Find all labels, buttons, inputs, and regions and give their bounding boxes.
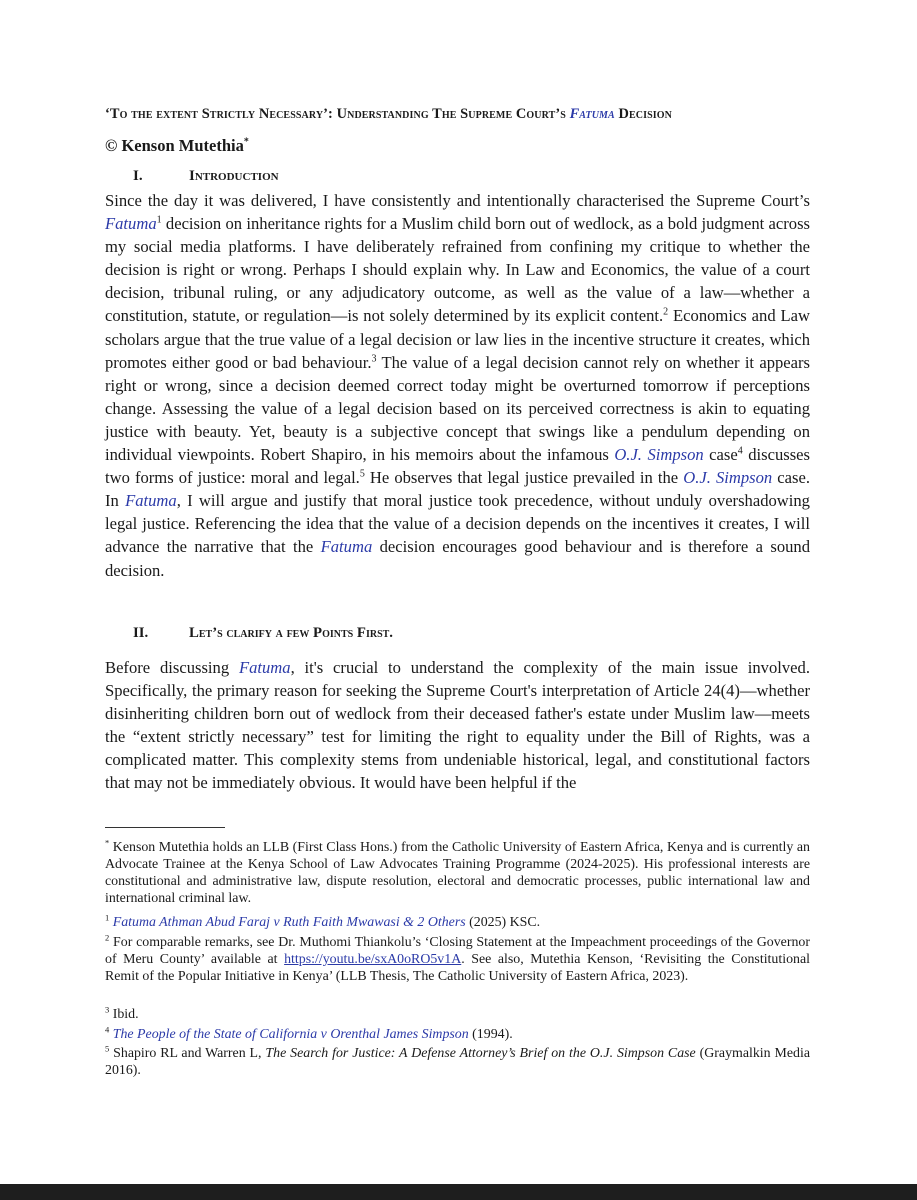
footnote-1 [105, 914, 810, 931]
text-run: , I will argue and justify that moral justice took precedence, without unduly overshadowing legal justice. Referencing the idea that the value of a decision depends on the incentives it creates, I will advance the narrative that the [105, 491, 810, 557]
footnote-mark: 4 [105, 1024, 110, 1035]
section-heading-introduction [133, 168, 279, 185]
footnote-ref-3[interactable]: 3 [371, 353, 377, 365]
fatuma-link[interactable]: Fatuma [105, 214, 157, 234]
footnote-text: Ibid. [109, 1007, 139, 1022]
footnote-text: (2025) KSC. [465, 915, 541, 930]
footnote-text: For comparable remarks, see Dr. Muthomi Thiankolu’s ‘Closing Statement at the Impeachment proceedings of the Governor of Meru County’ available at [105, 935, 810, 967]
section-heading-clarify [133, 625, 393, 642]
footnote-ref-2[interactable]: 2 [663, 306, 669, 318]
footnote-5 [105, 1045, 810, 1079]
footnote-text: (Graymalkin Media 2016). [105, 1046, 810, 1078]
bottom-bar [0, 1184, 917, 1200]
footnote-text: (1994). [468, 1027, 513, 1042]
text-run: , it's crucial to understand the complexity of the main issue involved. Specifically, the primary reason for seeking the Supreme Court's interpretation of Article 24(4)—whether disinheriting children born out of wedlock from their deceased father's estate under Muslim law—meets the “extent strictly necessary” test for limiting the right to equality under the Bill of Rights, was a complicated matter. This complexity stems from undeniable historical, legal, and constitutional factors that may not be immediately obvious. It would have been helpful if the [105, 658, 810, 793]
footnote-mark: 1 [105, 912, 110, 923]
section-title: Let’s clarify a few Points First. [189, 625, 393, 641]
text-run: case. In [105, 468, 810, 511]
author-footnote-mark[interactable]: * [243, 136, 249, 148]
text-run: discusses two forms of justice: moral and legal. [105, 445, 810, 488]
title-part1: ‘To the extent Strictly Necessary’: Understanding The Supreme Court’s [105, 106, 570, 122]
fatuma-link[interactable]: Fatuma [125, 491, 177, 511]
footnote-text: Kenson Mutethia holds an LLB (First Class Hons.) from the Catholic University of Eastern Africa, Kenya and is currently an Advocate Trainee at the Kenya School of Law Advocates Training Programme (2024-2025). His professional interests are constitutional and administrative law, dispute resolution, electoral and democratic processes, public international law and international criminal law. [105, 840, 810, 906]
article-title [105, 106, 810, 123]
section-number: II. [133, 625, 149, 641]
text-run: He observes that legal justice prevailed in the [364, 468, 684, 488]
footnote-mark: 5 [105, 1043, 110, 1054]
oj-simpson-link[interactable]: O.J. Simpson [683, 468, 773, 488]
author-name: © Kenson Mutethia [105, 136, 244, 155]
footnote-mark: * [105, 837, 110, 848]
footnote-separator [105, 827, 225, 828]
text-run: Economics and Law scholars argue that the true value of a legal decision or law lies in the incentive structure it creates, which promotes either good or bad behaviour. [105, 306, 810, 372]
book-title: The Search for Justice: A Defense Attorney’s Brief on the O.J. Simpson Case [265, 1046, 696, 1061]
footnote-text: . See also, Mutethia Kenson, ‘Revisiting the Constitutional Remit of the Popular Initiative in Kenya’ (LLB Thesis, The Catholic University of Eastern Africa, 2023). [105, 952, 810, 984]
title-part2: Decision [614, 106, 672, 122]
clarify-paragraph [105, 656, 810, 795]
text-run: The value of a legal decision cannot rely on whether it appears right or wrong, since a decision deemed correct today might be overturned tomorrow if perceptions change. Assessing the value of a legal decision based on its perceived correctness is akin to equating justice with beauty. Yet, beauty is a subjective concept that swings like a pendulum depending on individual viewpoints. Robert Shapiro, in his memoirs about the infamous [105, 352, 810, 465]
footnote-author [105, 839, 810, 907]
footnote-ref-4[interactable]: 4 [737, 445, 743, 457]
footnote-3 [105, 1006, 810, 1023]
footnote-mark: 2 [105, 932, 110, 943]
footnote-mark: 3 [105, 1004, 110, 1015]
section-number: I. [133, 168, 143, 184]
title-case-link[interactable]: Fatuma [569, 106, 615, 122]
section-title: Introduction [189, 168, 279, 184]
author-line [105, 136, 249, 156]
text-run: Before discussing [105, 658, 239, 677]
footnote-2 [105, 934, 810, 985]
text-run: decision encourages good behaviour and is therefore a sound decision. [105, 537, 811, 580]
text-run: case [703, 445, 738, 465]
oj-simpson-link[interactable]: O.J. Simpson [614, 445, 704, 465]
fatuma-link[interactable]: Fatuma [320, 537, 373, 557]
introduction-paragraph [105, 189, 810, 582]
text-run: Since the day it was delivered, I have consistently and intentionally characterised the Supreme Court’s [105, 191, 810, 210]
fatuma-link[interactable]: Fatuma [238, 658, 291, 677]
footnote-ref-5[interactable]: 5 [359, 468, 365, 480]
footnote-text: Shapiro RL and Warren L, [109, 1046, 266, 1061]
text-run: decision on inheritance rights for a Muslim child born out of wedlock, as a bold judgment across my social media platforms. I have deliberately refrained from confining my critique to whether the decision is right or wrong. Perhaps I should explain why. In Law and Economics, the value of a court decision, tribunal ruling, or any adjudicatory outcome, as well as the value of a law—whether a constitution, statute, or regulation—is not solely determined by its explicit content. [105, 214, 810, 326]
footnote-ref-1[interactable]: 1 [156, 214, 162, 226]
fatuma-case-link[interactable]: Fatuma Athman Abud Faraj v Ruth Faith Mwawasi & 2 Others [112, 915, 466, 930]
youtube-link[interactable]: https://youtu.be/sxA0oRO5v1A [284, 952, 462, 967]
footnote-4 [105, 1026, 810, 1043]
simpson-case-link[interactable]: The People of the State of California v Orenthal James Simpson [112, 1027, 469, 1042]
